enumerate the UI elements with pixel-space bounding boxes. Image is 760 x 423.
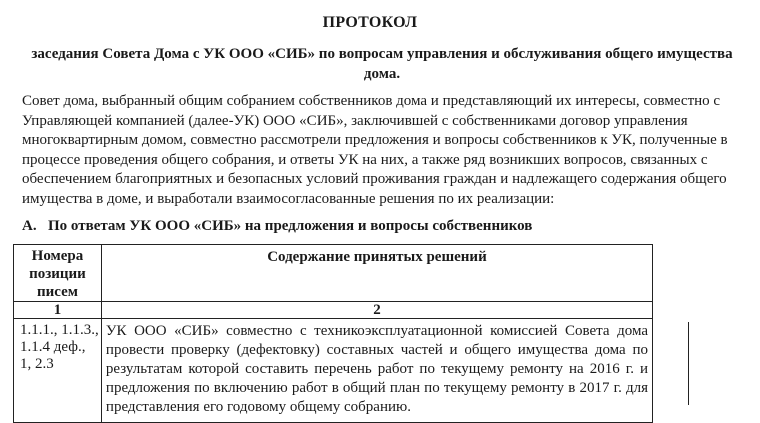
- column-index: 2: [101, 302, 652, 319]
- table-row: [14, 319, 653, 423]
- section-heading-text: По ответам УК ООО «СИБ» на предложения и вопросы собственников: [48, 218, 533, 234]
- header-numbers: Номера позиции писем: [14, 245, 102, 302]
- table-index-row: [14, 302, 653, 319]
- document-subtitle: заседания Совета Дома с УК ООО «СИБ» по вопросам управления и обслуживания общего имущества дома.: [31, 46, 733, 82]
- table-header-row: [14, 245, 653, 302]
- decisions-table: [13, 244, 653, 423]
- header-content: Содержание принятых решений: [101, 245, 652, 302]
- document-title: ПРОТОКОЛ: [322, 14, 418, 31]
- section-letter: А.: [22, 218, 37, 234]
- column-index: 1: [14, 302, 102, 319]
- intro-paragraph: Совет дома, выбранный общим собранием собственников дома и представляющий их интересы, совместно с Управляющей компанией (далее-УК) ООО «СИБ», заключившей с собственниками договор управления многоквартирным домом, совместно рассмотрели предложения и вопросы собственников к УК, полученные в процессе проведения общего собрания, и ответы УК на них, а также ряд возникших вопросов, связанных с обеспечением благоприятных и безопасных условий проживания граждан и надлежащего содержания общего имущества в доме, и выработали взаимосогласованные решения по их реализации:: [22, 93, 728, 207]
- row-numbers: 1.1.1., 1.1.3., 1.1.4 деф., 1, 2.3: [14, 319, 102, 423]
- section-heading: [22, 218, 742, 235]
- margin-line: [688, 322, 689, 405]
- row-content: УК ООО «СИБ» совместно с техникоэксплуатационной комиссией Совета дома провести проверку (дефектовку) составных частей и общего имущества дома по результатам которой составить перечень работ по текущему ремонту на 2016 г. и предложения по включению работ в общий план по текущему ремонту в 2017 г. для представления его годовому общему собранию.: [101, 319, 652, 423]
